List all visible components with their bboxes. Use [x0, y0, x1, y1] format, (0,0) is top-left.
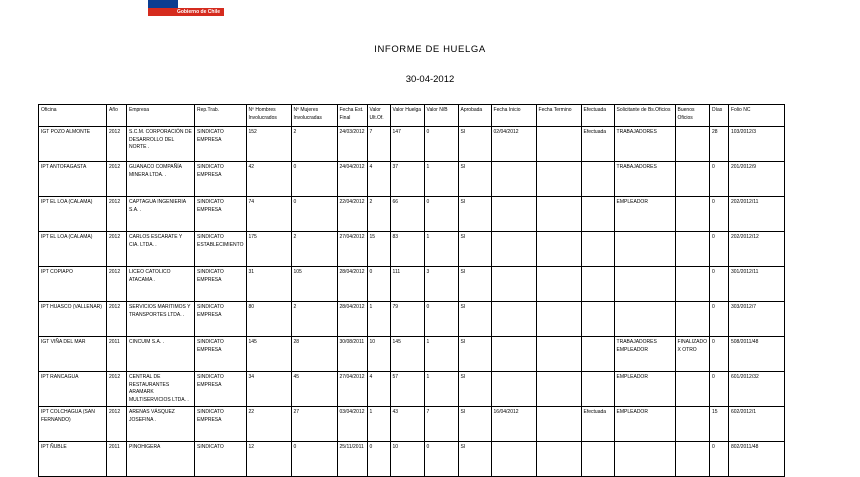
- table-cell: 0: [709, 302, 728, 337]
- table-cell: [536, 197, 581, 232]
- table-cell: [536, 267, 581, 302]
- table-cell: CINCUIM S.A. .: [127, 337, 195, 372]
- table-cell: Efectuada: [581, 407, 614, 442]
- table-cell: 7: [424, 407, 458, 442]
- table-cell: SINDICATO EMPRESA: [195, 127, 247, 162]
- table-cell: [536, 232, 581, 267]
- table-cell: [675, 267, 709, 302]
- table-cell: 28: [291, 337, 337, 372]
- table-cell: 79: [390, 302, 424, 337]
- table-cell: 25/11/2011: [337, 442, 367, 477]
- table-cell: 0: [367, 267, 390, 302]
- table-row: [39, 267, 785, 302]
- table-cell: 3: [424, 267, 458, 302]
- table-cell: 202/2012/12: [728, 232, 784, 267]
- table-cell: SINDICATO: [195, 442, 247, 477]
- table-cell: SI: [458, 337, 491, 372]
- table-cell: SERVICIOS MARITIMOS Y TRANSPORTES LTDA. .: [127, 302, 195, 337]
- table-cell: 27: [291, 407, 337, 442]
- table-cell: EMPLEADOR: [614, 197, 675, 232]
- table-cell: CENTRAL DE RESTAURANTES ARAMARK MULTISERVICIOS LTDA. .: [127, 372, 195, 407]
- table-cell: [491, 197, 536, 232]
- table-cell: 202/2012/11: [728, 197, 784, 232]
- table-cell: TRABAJADORES EMPLEADOR: [614, 337, 675, 372]
- column-header: Valor N/B: [424, 105, 458, 127]
- table-cell: [491, 267, 536, 302]
- table-cell: [581, 232, 614, 267]
- table-cell: EMPLEADOR: [614, 407, 675, 442]
- table-cell: 175: [246, 232, 291, 267]
- column-header: Año: [107, 105, 127, 127]
- table-cell: [614, 267, 675, 302]
- table-cell: 0: [424, 442, 458, 477]
- table-cell: 24/04/2012: [337, 162, 367, 197]
- table-cell: PINOHIGERA: [127, 442, 195, 477]
- table-cell: 301/2012/11: [728, 267, 784, 302]
- table-cell: SI: [458, 372, 491, 407]
- table-cell: ARENAS VÁSQUEZ JOSEFINA .: [127, 407, 195, 442]
- table-cell: [581, 337, 614, 372]
- table-cell: [581, 302, 614, 337]
- table-row: [39, 302, 785, 337]
- table-cell: [536, 162, 581, 197]
- table-cell: 2: [291, 302, 337, 337]
- table-cell: 80: [246, 302, 291, 337]
- table-cell: IPT HUASCO (VALLENAR): [39, 302, 107, 337]
- table-cell: 24/03/2012: [337, 127, 367, 162]
- table-cell: 2012: [107, 267, 127, 302]
- table-cell: 2: [291, 232, 337, 267]
- table-cell: 34: [246, 372, 291, 407]
- table-cell: 1: [367, 407, 390, 442]
- report-date: 30-04-2012: [405, 74, 455, 85]
- table-cell: 0: [291, 442, 337, 477]
- table-row: [39, 337, 785, 372]
- table-cell: 31: [246, 267, 291, 302]
- table-cell: [675, 232, 709, 267]
- table-cell: 43: [390, 407, 424, 442]
- table-cell: 30/08/2011: [337, 337, 367, 372]
- table-cell: [536, 372, 581, 407]
- table-cell: 15: [367, 232, 390, 267]
- table-cell: 0: [424, 302, 458, 337]
- table-cell: 111: [390, 267, 424, 302]
- table-cell: 0: [709, 162, 728, 197]
- table-cell: 2012: [107, 197, 127, 232]
- table-row: [39, 232, 785, 267]
- table-cell: 10: [390, 442, 424, 477]
- table-cell: 2011: [107, 442, 127, 477]
- table-cell: IPT EL LOA (CALAMA): [39, 197, 107, 232]
- table-cell: 802/2011/48: [728, 442, 784, 477]
- table-cell: 12: [246, 442, 291, 477]
- table-cell: 0: [709, 337, 728, 372]
- table-cell: 66: [390, 197, 424, 232]
- table-cell: IPT COLCHAGUA (SAN FERNANDO): [39, 407, 107, 442]
- table-cell: TRABAJADORES: [614, 162, 675, 197]
- table-cell: 28: [709, 127, 728, 162]
- table-cell: 1: [424, 337, 458, 372]
- table-cell: TRABAJADORES: [614, 127, 675, 162]
- table-cell: SINDICATO EMPRESA: [195, 407, 247, 442]
- table-cell: 7: [367, 127, 390, 162]
- logo-text: Gobierno de Chile: [176, 9, 220, 15]
- table-cell: SINDICATO EMPRESA: [195, 302, 247, 337]
- table-cell: CARLOS ESCARATE Y CIA. LTDA. .: [127, 232, 195, 267]
- column-header: Nº Hombres Involucrados: [246, 105, 291, 127]
- table-cell: SINDICATO ESTABLECIMIENTO: [195, 232, 247, 267]
- table-cell: 22/04/2012: [337, 197, 367, 232]
- table-cell: [581, 372, 614, 407]
- table-cell: [581, 197, 614, 232]
- table-cell: 57: [390, 372, 424, 407]
- table-cell: 10: [367, 337, 390, 372]
- table-cell: IPT RANCAGUA: [39, 372, 107, 407]
- column-header: Nº Mujeres Involucradas: [291, 105, 337, 127]
- table-cell: 508/2011/48: [728, 337, 784, 372]
- table-cell: [675, 197, 709, 232]
- table-cell: SINDICATO EMPRESA: [195, 337, 247, 372]
- table-header-row: [39, 105, 785, 127]
- table-cell: 15: [709, 407, 728, 442]
- table-cell: SINDICATO EMPRESA: [195, 372, 247, 407]
- table-cell: 2012: [107, 127, 127, 162]
- column-header: Fecha Inicio: [491, 105, 536, 127]
- table-cell: 27/04/2012: [337, 372, 367, 407]
- column-header: Folio NC: [728, 105, 784, 127]
- table-cell: 0: [291, 197, 337, 232]
- table-cell: 28/04/2012: [337, 302, 367, 337]
- table-cell: [491, 232, 536, 267]
- column-header: Rep.Trab.: [195, 105, 247, 127]
- table-cell: [675, 372, 709, 407]
- table-cell: 103/2012/3: [728, 127, 784, 162]
- column-header: Valor Ult.Of.: [367, 105, 390, 127]
- table-cell: 42: [246, 162, 291, 197]
- table-cell: [675, 302, 709, 337]
- table-cell: SI: [458, 232, 491, 267]
- table-cell: 0: [709, 372, 728, 407]
- table-cell: FINALIZADO X OTRO: [675, 337, 709, 372]
- table-cell: SI: [458, 127, 491, 162]
- table-cell: SI: [458, 197, 491, 232]
- gobierno-logo: [148, 0, 224, 16]
- table-cell: [675, 127, 709, 162]
- column-header: Efectuada: [581, 105, 614, 127]
- table-cell: 0: [709, 197, 728, 232]
- table-cell: 145: [390, 337, 424, 372]
- table-cell: [675, 407, 709, 442]
- table-cell: 1: [424, 372, 458, 407]
- table-cell: 27/04/2012: [337, 232, 367, 267]
- table-cell: 2012: [107, 372, 127, 407]
- table-cell: 2: [367, 197, 390, 232]
- table-cell: Efectuada: [581, 127, 614, 162]
- table-row: [39, 162, 785, 197]
- table-cell: 28/04/2012: [337, 267, 367, 302]
- table-cell: [614, 232, 675, 267]
- table-cell: 105: [291, 267, 337, 302]
- table-cell: IGT VIÑA DEL MAR: [39, 337, 107, 372]
- table-cell: [491, 302, 536, 337]
- table-cell: [614, 302, 675, 337]
- table-cell: [536, 337, 581, 372]
- table-cell: [675, 162, 709, 197]
- logo-blue-block: [148, 0, 178, 8]
- column-header: Fecha Est. Final: [337, 105, 367, 127]
- table-cell: [536, 302, 581, 337]
- table-cell: [675, 442, 709, 477]
- table-cell: 602/2012/1: [728, 407, 784, 442]
- table-cell: EMPLEADOR: [614, 372, 675, 407]
- table-cell: 0: [367, 442, 390, 477]
- table-cell: 83: [390, 232, 424, 267]
- table-row: [39, 407, 785, 442]
- table-cell: IPT COPIAPO: [39, 267, 107, 302]
- table-cell: LICEO CATOLICO ATACAMA .: [127, 267, 195, 302]
- column-header: Oficina: [39, 105, 107, 127]
- table-cell: CAPTAGUA INGENIERIA S.A. .: [127, 197, 195, 232]
- column-header: Buenos Oficios: [675, 105, 709, 127]
- table-cell: SI: [458, 302, 491, 337]
- strike-report-table: [38, 104, 785, 477]
- column-header: Solicitante de Bs.Oficios: [614, 105, 675, 127]
- table-cell: SINDICATO EMPRESA: [195, 267, 247, 302]
- table-cell: 0: [709, 442, 728, 477]
- table-cell: 74: [246, 197, 291, 232]
- table-cell: 03/04/2012: [337, 407, 367, 442]
- table-cell: GUANACO COMPAÑÍA MINERA LTDA. .: [127, 162, 195, 197]
- table-cell: [491, 162, 536, 197]
- report-title: INFORME DE HUELGA: [374, 44, 486, 55]
- table-cell: 152: [246, 127, 291, 162]
- table-row: [39, 442, 785, 477]
- table-cell: 147: [390, 127, 424, 162]
- table-cell: [536, 442, 581, 477]
- table-cell: IGT POZO ALMONTE: [39, 127, 107, 162]
- column-header: Aprobada: [458, 105, 491, 127]
- table-cell: 303/2012/7: [728, 302, 784, 337]
- table-row: [39, 372, 785, 407]
- table-cell: S.C.M. CORPORACIÓN DE DESARROLLO DEL NORTE .: [127, 127, 195, 162]
- table-cell: 2011: [107, 337, 127, 372]
- table-cell: IPT EL LOA (CALAMA): [39, 232, 107, 267]
- table-cell: 2012: [107, 162, 127, 197]
- table-cell: SINDICATO EMPRESA: [195, 197, 247, 232]
- table-cell: 1: [424, 162, 458, 197]
- table-cell: 145: [246, 337, 291, 372]
- table-cell: 0: [291, 162, 337, 197]
- table-cell: 201/2012/9: [728, 162, 784, 197]
- table-cell: [614, 442, 675, 477]
- table-row: [39, 197, 785, 232]
- table-cell: [491, 337, 536, 372]
- table-cell: [536, 127, 581, 162]
- table-cell: [491, 372, 536, 407]
- table-cell: IPT ÑUBLE: [39, 442, 107, 477]
- table-cell: 0: [709, 232, 728, 267]
- table-cell: 2012: [107, 232, 127, 267]
- table-cell: SINDICATO EMPRESA: [195, 162, 247, 197]
- table-cell: 2: [291, 127, 337, 162]
- table-cell: [491, 442, 536, 477]
- table-cell: 45: [291, 372, 337, 407]
- table-cell: 22: [246, 407, 291, 442]
- table-cell: [581, 442, 614, 477]
- table-cell: 4: [367, 372, 390, 407]
- table-cell: 02/04/2012: [491, 127, 536, 162]
- column-header: Empresa: [127, 105, 195, 127]
- table-cell: IPT ANTOFAGASTA: [39, 162, 107, 197]
- table-cell: 1: [367, 302, 390, 337]
- table-cell: 0: [424, 197, 458, 232]
- table-cell: 0: [424, 127, 458, 162]
- column-header: Fecha Termino: [536, 105, 581, 127]
- table-cell: 37: [390, 162, 424, 197]
- column-header: Días: [709, 105, 728, 127]
- table-cell: [581, 267, 614, 302]
- table-cell: 601/2012/32: [728, 372, 784, 407]
- table-cell: 0: [709, 267, 728, 302]
- table-cell: SI: [458, 267, 491, 302]
- table-cell: 2012: [107, 407, 127, 442]
- column-header: Valor Huelga: [390, 105, 424, 127]
- table-cell: SI: [458, 162, 491, 197]
- table-cell: [581, 162, 614, 197]
- table-cell: SI: [458, 442, 491, 477]
- table-cell: [536, 407, 581, 442]
- table-cell: 16/04/2012: [491, 407, 536, 442]
- table-cell: 2012: [107, 302, 127, 337]
- table-cell: SI: [458, 407, 491, 442]
- table-cell: 1: [424, 232, 458, 267]
- table-cell: 4: [367, 162, 390, 197]
- table-row: [39, 127, 785, 162]
